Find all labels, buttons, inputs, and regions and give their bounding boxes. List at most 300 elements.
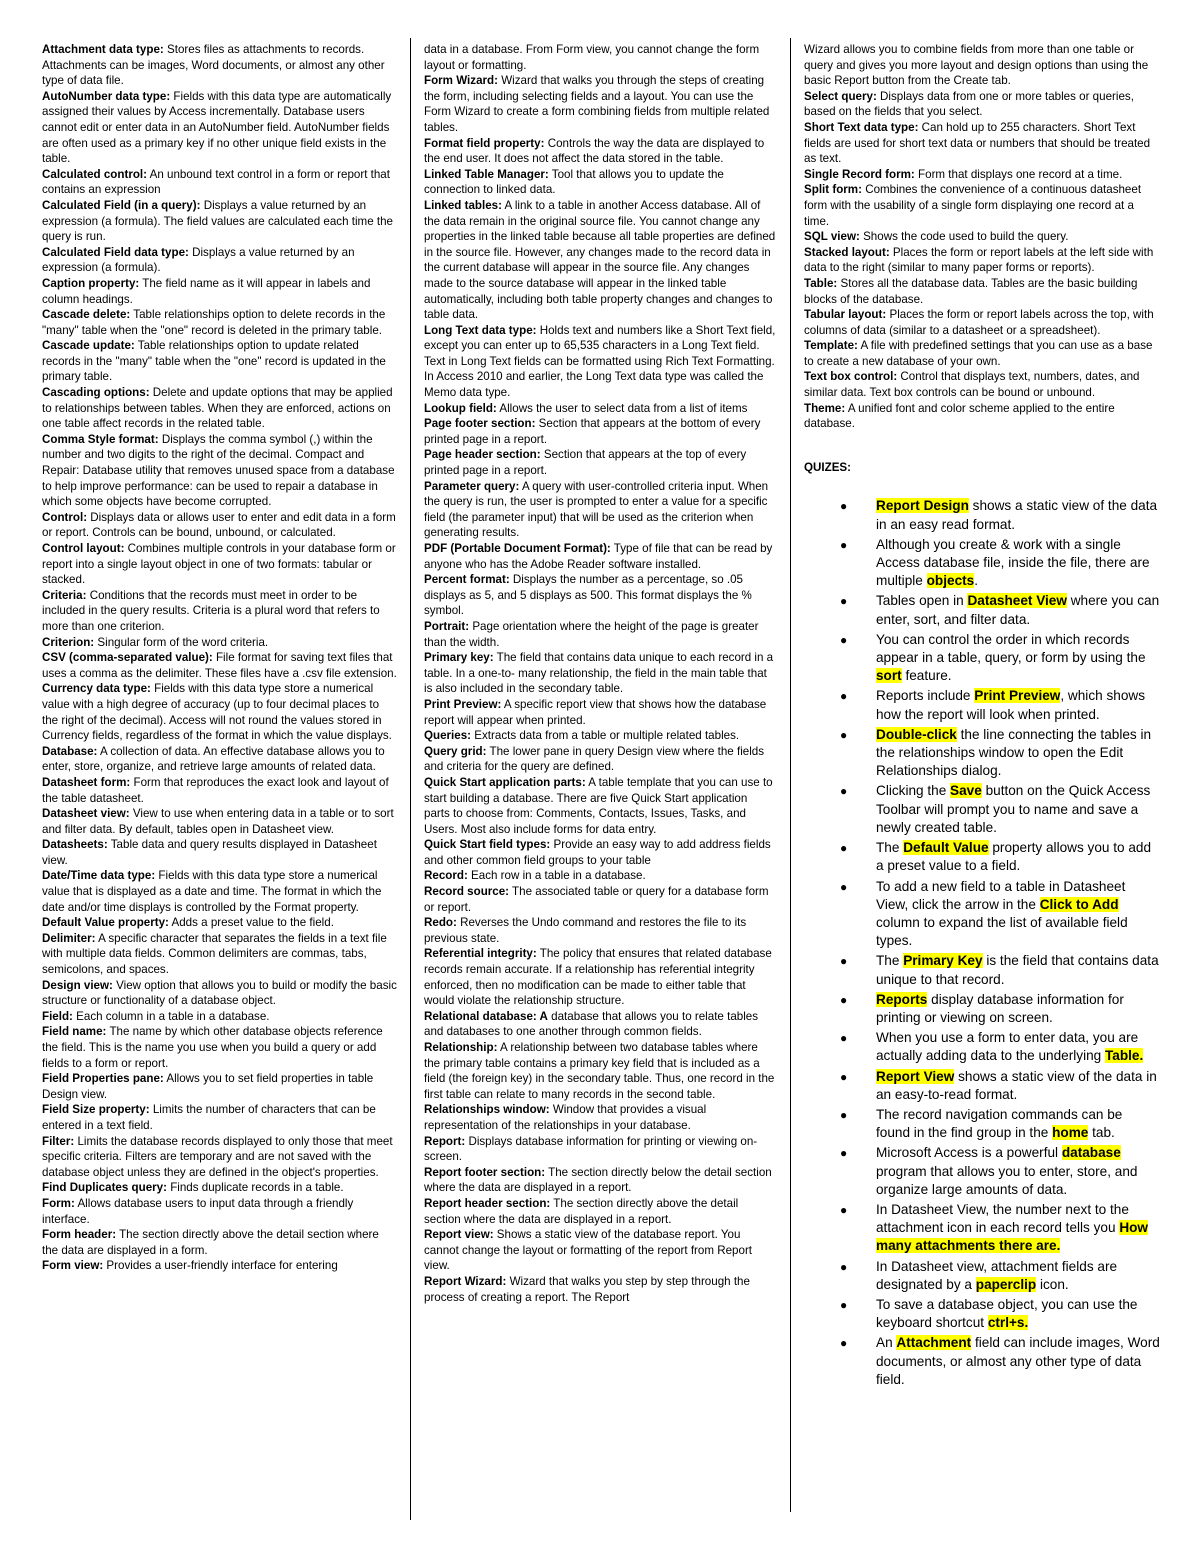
glossary-entry (42, 541, 398, 588)
bullet-icon: ● (840, 1107, 848, 1122)
bullet-icon: ● (840, 1336, 848, 1351)
bullet-icon: ● (840, 1259, 848, 1274)
quiz-text-after: shows a static view of the data in an easy-to-read format. (876, 1068, 1157, 1102)
quiz-item (804, 952, 1160, 988)
glossary-definition: Table relationships option to update related records in the "many" table when the "one" record is updated in the primary table. (42, 339, 386, 384)
glossary-term: Control: (42, 510, 88, 524)
glossary-entry (424, 1102, 776, 1133)
glossary-entry (42, 1024, 398, 1071)
glossary-entry (42, 42, 398, 89)
quiz-item (804, 1334, 1160, 1389)
glossary-term: Report Wizard: (424, 1274, 507, 1288)
glossary-entry (42, 806, 398, 837)
glossary-entry (424, 447, 776, 478)
glossary-entry (424, 416, 776, 447)
glossary-definition: Type of file that can be read by anyone who has the Adobe Reader software installed. (424, 542, 773, 571)
glossary-entry (424, 136, 776, 167)
bullet-icon: ● (840, 632, 848, 647)
glossary-definition: Fields with this data type store a numerical value with a high degree of accuracy (up to four decimal places to the right of the decimal). Access will not round the values stored in Currency fields, regardless of the format in which the value displays. (42, 682, 392, 743)
glossary-term: Comma Style format: (42, 432, 159, 446)
quiz-item (804, 1106, 1160, 1142)
glossary-entry (424, 728, 776, 744)
glossary-entry (42, 681, 398, 743)
glossary-entry (424, 915, 776, 946)
quiz-text-after: where you can enter, sort, and filter data. (876, 593, 1160, 627)
glossary-term: Report: (424, 1134, 466, 1148)
quiz-item (804, 782, 1160, 837)
quiz-answer-highlight: objects (926, 573, 975, 589)
quiz-text-after: , which shows how the report will look when printed. (876, 688, 1145, 722)
glossary-entry (424, 1009, 776, 1040)
glossary-entry (424, 401, 776, 417)
quiz-text-before: The (876, 840, 904, 856)
glossary-term: Cascade delete: (42, 308, 131, 322)
glossary-term: Field name: (42, 1025, 107, 1039)
glossary-entry (42, 1227, 398, 1258)
glossary-definition: Combines multiple controls in your database form or report into a single layout object in one of two formats: tabular or stacked. (42, 542, 396, 587)
glossary-entry (42, 978, 398, 1009)
glossary-entry (424, 1134, 776, 1165)
glossary-entry (42, 744, 398, 775)
bullet-icon: ● (840, 594, 848, 609)
quiz-text-before: To add a new field to a table in Datasheet View, click the arrow in the (876, 878, 1126, 912)
glossary-entry (424, 198, 776, 323)
quiz-text-before: When you use a form to enter data, you are actually adding data to the underlying (876, 1030, 1139, 1064)
glossary-term: Database: (42, 744, 98, 758)
glossary-definition: A unified font and color scheme applied to the entire database. (804, 401, 1115, 431)
glossary-column-1 (42, 42, 398, 1274)
glossary-entry (424, 167, 776, 198)
glossary-term: Lookup field: (424, 401, 497, 415)
glossary-term: Table: (804, 276, 838, 290)
quiz-text-after: the line connecting the tables in the relationships window to open the Edit Relationships dialog. (876, 726, 1152, 779)
glossary-definition: Displays data from one or more tables or queries, based on the fields that you select. (804, 89, 1134, 119)
quiz-list (804, 497, 1160, 1389)
quiz-answer-highlight: Report Design (876, 498, 969, 514)
quiz-answer-highlight: Primary Key (903, 953, 983, 969)
glossary-definition: Form that reproduces the exact look and layout of the table datasheet. (42, 775, 389, 805)
glossary-column-3-entries (804, 42, 1160, 432)
glossary-term: Field Properties pane: (42, 1072, 164, 1086)
quiz-text-before: In Datasheet view, attachment fields are designated by a (876, 1258, 1118, 1292)
glossary-term: Record: (424, 869, 468, 883)
glossary-entry (424, 650, 776, 697)
quiz-answer-highlight: paperclip (975, 1276, 1037, 1292)
glossary-term: Datasheets: (42, 838, 108, 852)
glossary-entry (804, 276, 1160, 307)
glossary-definition: A table template that you can use to start building a database. There are five Quick Start application parts to choose from: Comments, Contacts, Issues, Tasks, and Users. Most also include forms for data entry. (424, 775, 773, 836)
glossary-definition: Displays the number as a percentage, so .05 displays as 5, and 5 displays as 500. This format displays the % symbol. (424, 573, 752, 618)
bullet-icon: ● (840, 1069, 848, 1084)
glossary-term: Short Text data type: (804, 120, 919, 134)
glossary-definition: Form that displays one record at a time. (914, 167, 1123, 181)
bullet-icon: ● (840, 499, 848, 514)
quiz-answer-highlight: ctrl+s. (987, 1315, 1029, 1331)
glossary-term: Control layout: (42, 542, 125, 555)
glossary-definition: Table relationships option to delete records in the "many" table when the "one" record is deleted in the primary table. (42, 308, 386, 337)
glossary-definition: Stores files as attachments to records. Attachments can be images, Word documents, or almost any other type of data file. (42, 43, 385, 88)
glossary-definition: Can hold up to 255 characters. Short Text fields are used for short text data or numbers that should be treated as text. (804, 120, 1151, 166)
quiz-text-before: The record navigation commands can be found in the find group in the (876, 1106, 1123, 1141)
quiz-answer-highlight: Datasheet View (967, 593, 1067, 609)
glossary-term: Cascade update: (42, 339, 135, 353)
glossary-entry (42, 915, 398, 931)
bullet-icon: ● (840, 879, 848, 894)
glossary-definition: A collection of data. An effective database allows you to enter, store, organize, and retrieve large amounts of related data. (42, 744, 385, 774)
quiz-text-before: An (876, 1335, 897, 1351)
glossary-entry (42, 931, 398, 978)
glossary-definition: Limits the database records displayed to only those that meet specific criteria. Filters are temporary and are not saved with the database object unless they are defined in the object's properties. (42, 1134, 393, 1179)
glossary-term: Redo: (424, 916, 457, 930)
glossary-entry (42, 338, 398, 385)
quiz-text-before: Tables open in (876, 593, 968, 609)
glossary-entry (42, 167, 398, 198)
glossary-term: Report footer section: (424, 1165, 546, 1179)
glossary-entry (424, 541, 776, 572)
quiz-item (804, 1296, 1160, 1332)
quiz-item (804, 878, 1160, 951)
glossary-definition: Section that appears at the top of every printed page in a report. (424, 448, 747, 478)
glossary-term: SQL view: (804, 230, 860, 244)
quiz-answer-highlight: Double-click (876, 726, 957, 742)
glossary-term: Relationships window: (424, 1103, 550, 1117)
glossary-definition: Shows a static view of the database report. You cannot change the layout or formatting of the report from Report view. (424, 1228, 753, 1273)
glossary-term: Format field property: (424, 136, 545, 150)
glossary-term: Cascading options: (42, 386, 150, 400)
glossary-entry (424, 42, 776, 73)
quiz-text-after: button on the Quick Access Toolbar will prompt you to name and save a newly created table. (876, 783, 1151, 835)
glossary-entry (42, 1196, 398, 1227)
quiz-item (804, 536, 1160, 591)
glossary-entry (804, 89, 1160, 120)
glossary-definition: Wizard that walks you step by step through the process of creating a report. The Report (424, 1274, 750, 1304)
glossary-entry (42, 1180, 398, 1196)
glossary-definition: Each row in a table in a database. (467, 869, 646, 883)
glossary-entry (42, 198, 398, 245)
quiz-heading: QUIZES: (804, 460, 852, 474)
glossary-entry (424, 1165, 776, 1196)
glossary-term: Calculated control: (42, 167, 148, 181)
quiz-answer-highlight: database (1061, 1145, 1121, 1161)
glossary-entry (42, 1134, 398, 1181)
bullet-icon: ● (840, 537, 848, 552)
glossary-definition: Controls the way the data are displayed to the end user. It does not affect the data stored in the table. (424, 136, 765, 166)
glossary-entry (804, 42, 1160, 89)
glossary-definition: Stores all the database data. Tables are the basic building blocks of the database. (804, 276, 1138, 306)
glossary-entry (804, 182, 1160, 229)
glossary-term: Query grid: (424, 744, 487, 758)
glossary-term: Linked tables: (424, 198, 502, 212)
glossary-definition: Holds text and numbers like a Short Text field, except you can enter up to 65,535 characters in a Long Text field. Text in Long Text fields can be formatted using Rich Text Formatting. In Access 2010 and earlier, the Long Text data type was called the Memo data type. (424, 323, 776, 400)
quiz-answer-highlight: Table. (1105, 1048, 1144, 1064)
glossary-definition: Provides a user-friendly interface for entering (103, 1259, 338, 1273)
glossary-definition: Each column in a table in a database. (72, 1009, 270, 1023)
glossary-entry (804, 245, 1160, 276)
glossary-entry (42, 385, 398, 432)
glossary-term: Form Wizard: (424, 74, 498, 88)
glossary-entry (42, 1009, 398, 1025)
glossary-term: Page footer section: (424, 417, 536, 431)
glossary-term: Queries: (424, 729, 472, 743)
glossary-term: Calculated Field (in a query): (42, 198, 201, 212)
quiz-answer-highlight: Default Value (903, 840, 989, 856)
glossary-entry (424, 868, 776, 884)
glossary-definition: Conditions that the records must meet in order to be included in the query results. Criteria is a plural word that refers to more than one criterion. (42, 588, 380, 633)
glossary-entry (424, 884, 776, 915)
glossary-definition: Wizard that walks you through the steps of creating the form, including selecting fields and a layout. You can use the Form Wizard to create a form combining fields from multiple related tables. (424, 74, 770, 134)
glossary-entry (804, 401, 1160, 432)
glossary-term: Form: (42, 1196, 75, 1210)
glossary-definition: A specific character that separates the fields in a text file with multiple data fields. Common delimiters are commas, tabs, semicolons, and spaces. (42, 931, 387, 977)
glossary-entry (42, 1102, 398, 1133)
glossary-term: Calculated Field data type: (42, 245, 189, 259)
glossary-term: CSV (comma-separated value): (42, 651, 213, 665)
quiz-answer-highlight: Save (950, 783, 982, 799)
glossary-definition: A file with predefined settings that you can use as a base to create a new database of your own. (804, 339, 1153, 368)
glossary-definition: Displays data or allows user to enter and edit data in a form or report. Controls can be bound, unbound, or calculated. (42, 510, 396, 540)
glossary-term: Form view: (42, 1259, 104, 1273)
glossary-definition: Displays the comma symbol (,) within the number and two digits to the right of the decimal. Compact and Repair: Database utility that removes unused space from a database to help improve performance: can be used to repair a database in which some objects have become corrupted. (42, 432, 395, 509)
glossary-term: PDF (Portable Document Format): (424, 542, 611, 555)
glossary-entry (42, 510, 398, 541)
quiz-item (804, 1068, 1160, 1104)
glossary-entry (424, 73, 776, 135)
glossary-definition: Places the form or report labels at the left side with data to the right (similar to many paper forms or reports). (804, 245, 1154, 275)
glossary-term: AutoNumber data type: (42, 89, 171, 103)
glossary-definition: Wizard allows you to combine fields from more than one table or query and gives you more layout and design options than using the basic Report button from the Create tab. (804, 43, 1149, 88)
quiz-item (804, 592, 1160, 628)
glossary-entry (424, 619, 776, 650)
quiz-item (804, 839, 1160, 875)
glossary-definition: View option that allows you to build or modify the basic structure or functionality of a database object. (42, 978, 397, 1008)
quiz-text-before: Clicking the (876, 783, 951, 799)
glossary-entry (424, 479, 776, 541)
column-divider-right (790, 38, 791, 1512)
glossary-term: Record source: (424, 885, 510, 899)
glossary-term: Datasheet form: (42, 775, 131, 789)
quiz-text-after: shows a static view of the data in an easy read format. (876, 498, 1158, 532)
quiz-text-before: In Datasheet View, the number next to the attachment icon in each record tells you (876, 1201, 1129, 1236)
quiz-item (804, 1201, 1160, 1256)
quiz-answer-highlight: How many attachments there are. (876, 1220, 1149, 1254)
glossary-term: Relationship: (424, 1041, 498, 1054)
glossary-entry (42, 276, 398, 307)
column-divider-left (410, 38, 411, 1520)
glossary-term: Long Text data type: (424, 323, 537, 337)
glossary-term: Filter: (42, 1134, 75, 1148)
quiz-text-before: You can control the order in which records appear in a table, query, or form by using the (876, 631, 1146, 666)
quiz-answer-highlight: Reports (876, 991, 928, 1007)
quiz-item (804, 1144, 1160, 1199)
glossary-column-3 (804, 42, 1160, 1391)
glossary-entry (42, 868, 398, 915)
quiz-answer-highlight: Report View (876, 1068, 955, 1084)
glossary-definition: Displays database information for printing or viewing on-screen. (424, 1134, 758, 1164)
glossary-definition: The section directly below the detail section where the data are displayed in a report. (424, 1165, 772, 1195)
bullet-icon: ● (840, 784, 848, 799)
glossary-definition: The lower pane in query Design view where the fields and criteria for the query are defined. (424, 744, 765, 774)
glossary-definition: The associated table or query for a database form or report. (424, 885, 769, 914)
glossary-term: Form header: (42, 1228, 117, 1242)
glossary-definition: Delete and update options that may be applied to relationships between tables. When they are enforced, actions on one table affect records in the related table. (42, 386, 393, 431)
glossary-definition: Displays a value returned by an expression (a formula). (42, 245, 355, 275)
glossary-entry (424, 744, 776, 775)
glossary-term: Field Size property: (42, 1103, 150, 1117)
quiz-item (804, 991, 1160, 1027)
glossary-definition: The name by which other database objects reference the field. This is the name you use when you build a query or add fields to a form or report. (42, 1025, 383, 1070)
bullet-icon: ● (840, 954, 848, 969)
quiz-text-after: field can include images, Word documents, or almost any other type of data field. (876, 1335, 1160, 1387)
glossary-entry (804, 229, 1160, 245)
glossary-definition: Displays a value returned by an expression (a formula). The field values are calculated each time the query is run. (42, 198, 393, 244)
glossary-term: Single Record form: (804, 167, 915, 181)
glossary-term: Design view: (42, 978, 113, 992)
glossary-definition: Shows the code used to build the query. (859, 230, 1069, 244)
glossary-definition: Places the form or report labels across the top, with columns of data (similar to a datasheet or a spreadsheet). (804, 308, 1154, 337)
glossary-definition: Page orientation where the height of the page is greater than the width. (424, 619, 759, 649)
quiz-text-after: is the field that contains data unique to that record. (876, 953, 1159, 987)
glossary-term: Text box control: (804, 370, 898, 384)
glossary-definition: The section directly above the detail section where the data are displayed in a report. (424, 1196, 739, 1226)
glossary-definition: File format for saving text files that uses a comma as the delimiter. These files have a .csv file extension. (42, 651, 397, 680)
glossary-term: Date/Time data type: (42, 869, 156, 883)
glossary-column-2 (424, 42, 776, 1305)
bullet-icon: ● (840, 727, 848, 742)
glossary-term: Linked Table Manager: (424, 167, 549, 181)
glossary-definition: Allows the user to select data from a list of items (496, 401, 748, 415)
glossary-definition: The field name as it will appear in labels and column headings. (42, 276, 371, 306)
glossary-entry (424, 323, 776, 401)
glossary-term: Referential integrity: (424, 947, 537, 961)
glossary-entry (804, 120, 1160, 167)
glossary-term: Portrait: (424, 619, 470, 633)
quiz-text-after: tab. (1088, 1125, 1115, 1141)
glossary-definition: A relationship between two database tables where the primary table contains a primary key field that is included as a field (the foreign key) in the secondary table. Thus, one record in the first table can relate to many records in the second table. (424, 1041, 775, 1101)
glossary-entry (42, 1258, 398, 1274)
glossary-definition: Limits the number of characters that can be entered in a text field. (42, 1103, 376, 1132)
glossary-term: Criterion: (42, 635, 95, 649)
glossary-entry (424, 1227, 776, 1274)
quiz-text-after: program that allows you to enter, store, and organize large amounts of data. (876, 1163, 1138, 1197)
glossary-entry (42, 635, 398, 651)
quiz-item (804, 687, 1160, 723)
glossary-definition: An unbound text control in a form or report that contains an expression (42, 167, 390, 197)
glossary-term: Select query: (804, 89, 877, 103)
glossary-term: Theme: (804, 401, 846, 415)
glossary-definition: Allows database users to input data through a friendly interface. (42, 1196, 354, 1226)
quiz-answer-highlight: Attachment (896, 1335, 972, 1351)
glossary-term: Criteria: (42, 588, 87, 602)
glossary-definition: View to use when entering data in a table or to sort and filter data. By default, tables open in Datasheet view. (42, 807, 394, 836)
glossary-definition: Fields with this data type store a numerical value that is displayed as a date and time. The format in which the date and/or time displays is controlled by the Format property. (42, 869, 382, 914)
glossary-definition: Singular form of the word criteria. (94, 635, 269, 649)
glossary-entry (42, 588, 398, 635)
quiz-answer-highlight: sort (876, 668, 902, 684)
quiz-text-before: Although you create & work with a single Access database file, inside the file, there are multiple (876, 536, 1150, 589)
glossary-term: Percent format: (424, 573, 510, 587)
glossary-definition: database that allows you to relate tables and databases to one another through common fields. (424, 1009, 759, 1039)
quiz-text-before: The (876, 953, 904, 969)
glossary-entry (42, 307, 398, 338)
glossary-term: Default Value property: (42, 916, 169, 930)
glossary-definition: The field that contains data unique to each record in a table. In a one-to- many relationship, the field in the main table that is also included in the secondary table. (424, 651, 774, 696)
glossary-term: Attachment data type: (42, 43, 164, 56)
glossary-definition: Tool that allows you to update the connection to linked data. (424, 167, 724, 197)
glossary-definition: Adds a preset value to the field. (168, 916, 334, 930)
glossary-entry (42, 432, 398, 510)
quiz-text-after: property allows you to add a preset value to a field. (876, 840, 1152, 874)
glossary-term: Report header section: (424, 1196, 551, 1210)
glossary-definition: Window that provides a visual representation of the relationships in your database. (424, 1103, 707, 1132)
quiz-item (804, 631, 1160, 686)
bullet-icon: ● (840, 1202, 848, 1217)
glossary-term: Primary key: (424, 651, 494, 665)
quiz-text-after: icon. (1036, 1276, 1069, 1292)
glossary-entry (42, 650, 398, 681)
glossary-definition: Finds duplicate records in a table. (166, 1181, 344, 1195)
glossary-term: Relational database: A (424, 1009, 548, 1023)
quiz-answer-highlight: Print Preview (974, 688, 1061, 704)
glossary-definition: Extracts data from a table or multiple related tables. (471, 729, 740, 743)
quiz-item (804, 497, 1160, 533)
quiz-item (804, 726, 1160, 781)
glossary-entry (424, 775, 776, 837)
glossary-term: Datasheet view: (42, 807, 130, 821)
glossary-term: Split form: (804, 183, 862, 197)
glossary-definition: A link to a table in another Access database. All of the data remain in the original source file. You cannot change any properties in the linked table because all table properties are defined in the source file. However, any changes made to the record data in the current database will appear in the source file. Any changes made to the source database will appear in the linked table automatically, including both table property changes and changes to table data. (424, 198, 776, 322)
glossary-definition: Allows you to set field properties in table Design view. (42, 1072, 374, 1101)
glossary-entry (424, 1196, 776, 1227)
bullet-icon: ● (840, 1031, 848, 1046)
quiz-text-after: . (974, 573, 978, 589)
glossary-term: Delimiter: (42, 931, 96, 945)
glossary-term: Report view: (424, 1228, 494, 1242)
quiz-text-before: Reports include (876, 688, 975, 704)
bullet-icon: ● (840, 1297, 848, 1312)
glossary-definition: The policy that ensures that related database records remain accurate. If a relationship has referential integrity enforced, then no modification can be made to either table that would violate the relationship structure. (424, 947, 772, 1008)
glossary-entry (424, 1040, 776, 1102)
quiz-answer-highlight: Click to Add (1039, 896, 1119, 912)
glossary-term: Stacked layout: (804, 245, 890, 259)
glossary-term: Quick Start application parts: (424, 775, 586, 789)
glossary-entry (42, 837, 398, 868)
glossary-definition: Provide an easy way to add address fields and other common field groups to your table (424, 838, 771, 867)
glossary-entry (804, 167, 1160, 183)
quiz-answer-highlight: home (1052, 1125, 1089, 1141)
glossary-definition: Table data and query results displayed in Datasheet view. (42, 838, 377, 867)
quiz-text-before: Microsoft Access is a powerful (876, 1145, 1062, 1161)
quiz-text-after: column to expand the list of available field types. (876, 914, 1128, 949)
glossary-entry (804, 369, 1160, 400)
quiz-item (804, 1258, 1160, 1294)
glossary-term: Template: (804, 339, 858, 353)
bullet-icon: ● (840, 992, 848, 1007)
glossary-definition: data in a database. From Form view, you cannot change the form layout or formatting. (424, 43, 760, 72)
glossary-entry (424, 946, 776, 1008)
glossary-term: Page header section: (424, 448, 541, 462)
glossary-entry (424, 697, 776, 728)
glossary-entry (42, 775, 398, 806)
quiz-text-after: display database information for printing or viewing on screen. (876, 991, 1124, 1025)
bullet-icon: ● (840, 841, 848, 856)
glossary-term: Find Duplicates query: (42, 1181, 167, 1195)
glossary-term: Currency data type: (42, 682, 151, 696)
glossary-definition: Fields with this data type are automatically assigned their values by Access incrementally. Database users cannot edit or enter data in an AutoNumber field. AutoNumber fields are often used as a primary key if no other unique field exists in the table. (42, 89, 392, 166)
glossary-term: Parameter query: (424, 479, 520, 493)
glossary-definition: Combines the convenience of a continuous datasheet form with the usability of a single form displaying one record at a time. (804, 183, 1142, 228)
glossary-term: Field: (42, 1009, 73, 1023)
glossary-term: Quick Start field types: (424, 838, 551, 852)
